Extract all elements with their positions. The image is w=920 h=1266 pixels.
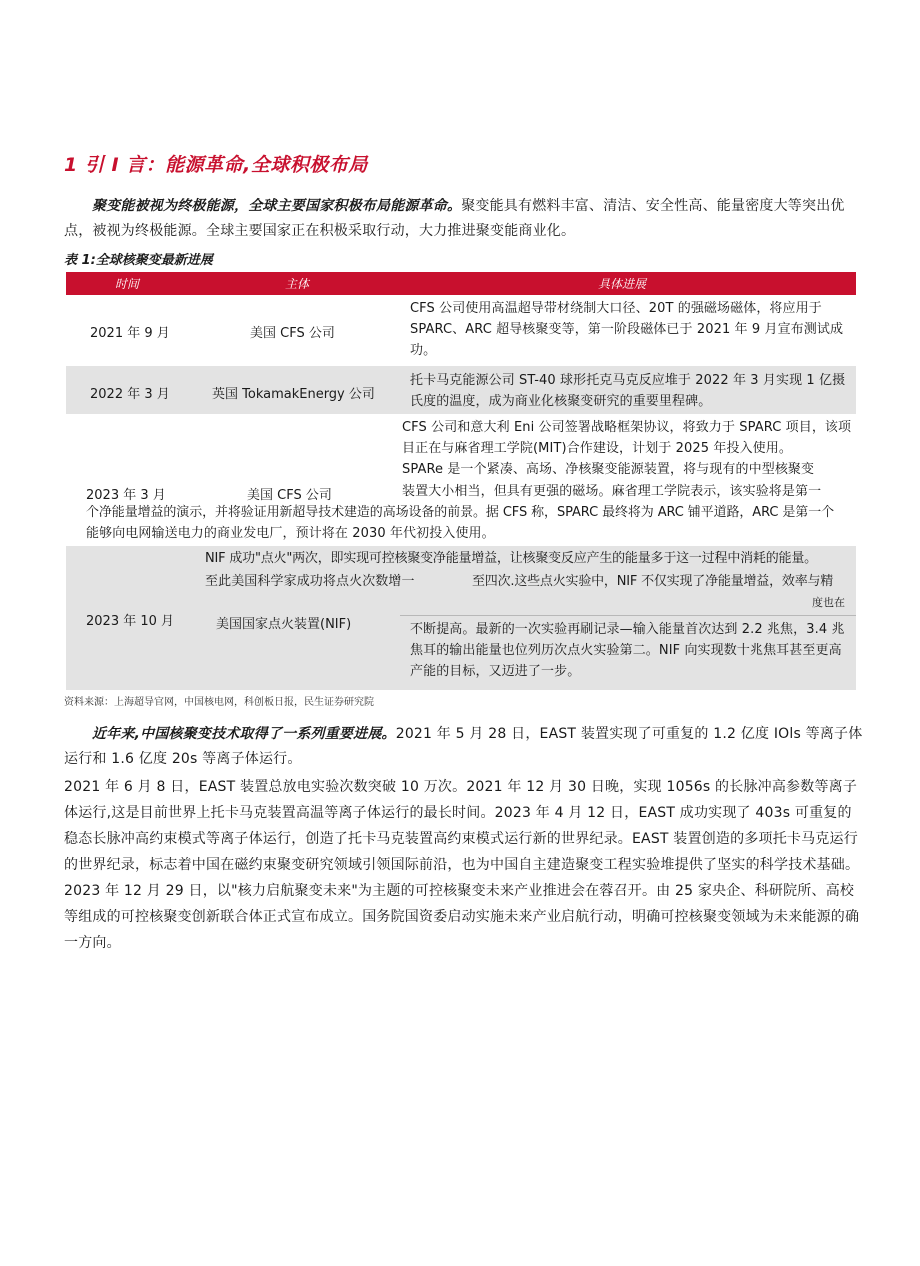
table-row-4-line: 至四次.这些点火实验中，NIF 不仅实现了净能量增益，效率与精	[472, 574, 834, 589]
table-row-2-line: 托卡马克能源公司 ST-40 球形托克马克反应堆于 2022 年 3 月实现 1 亿摄	[410, 373, 846, 388]
table-row-2-time: 2022 年 3 月	[90, 387, 170, 402]
table-row-1-subject: 美国 CFS 公司	[250, 326, 335, 341]
progress-bold-lead: 近年来,中国核聚变技术取得了一系列重要进展。	[92, 726, 396, 742]
table-header-progress: 具体进展	[598, 277, 647, 291]
table-row-4-line: 至此美国科学家成功将点火次数增一	[205, 574, 415, 589]
table-row-3-progress-top	[402, 417, 857, 480]
table-row-2-subject: 英国 TokamakEnergy 公司	[212, 387, 375, 402]
table-row-4-time: 2023 年 10 月	[86, 614, 175, 629]
table-row-3-line: 能够向电网输送电力的商业发电厂，预计将在 2030 年代初投入使用。	[86, 526, 495, 541]
table-title: 表 1:全球核聚变最新进展	[64, 253, 213, 268]
table-row-1-line: SPARC、ARC 超导核聚变等，第一阶段磁体已于 2021 年 9 月宣布测试成	[410, 322, 844, 337]
table-row-3-line: CFS 公司和意大利 Eni 公司签署战略框架协议，将致力于 SPARC 项目，该项	[402, 420, 852, 435]
table-row-3-line: 目正在与麻省理工学院(MIT)合作建设，计划于 2025 年投入使用。	[402, 441, 792, 456]
table-row-3-time: 2023 年 3 月	[86, 488, 166, 503]
table-row-3-line: 个净能量增益的演示，并将验证用新超导技术建造的高场设备的前景。据 CFS 称，SPARC 最终将为 ARC 铺平道路，ARC 是第一个	[86, 505, 834, 520]
table-row-1-line: 功。	[410, 343, 437, 358]
progress-paragraph	[64, 722, 864, 772]
table-row-2-progress	[410, 370, 855, 412]
table-header-time: 时间	[115, 277, 140, 291]
table-row-1-progress	[410, 298, 855, 361]
table-row-1-line: CFS 公司使用高温超导带材绕制大口径、20T 的强磁场磁体，将应用于	[410, 301, 822, 316]
table-header-subject: 主体	[285, 277, 310, 291]
table-row-4-line: NIF 成功"点火"两次，即实现可控核聚变净能量增益，让核聚变反应产生的能量多于这一过程中消耗的能量。	[205, 551, 817, 566]
table-row-1-time: 2021 年 9 月	[90, 326, 170, 341]
table-row-4-divider	[400, 615, 856, 616]
table-row-3-line: SPARe 是一个紧凑、高场、净核聚变能源装置，将与现有的中型核聚变	[402, 462, 815, 477]
intro-text: 聚变能具有燃料丰富、清洁、安全性高、能量密度大等突出优点，被视为终极能源。全球主要国家正在积极采取行动，大力推进聚变能商业化。	[64, 198, 845, 239]
table-row-4-line: 焦耳的输出能量也位列历次点火实验第二。NIF 向实现数十兆焦耳甚至更高	[410, 643, 842, 658]
progress-detail-paragraph: 2021 年 6 月 8 日，EAST 装置总放电实验次数突破 10 万次。2021 年 12 月 30 日晚，实现 1056s 的长脉冲高参数等离子体运行,这是目前世界上托卡马克装置高温等离子体运行的最长时间。2023 年 4 月 12 日，EAST 成功实现了 403s 可重复的稳态长脉冲高约束模式等离子体运行，创造了托卡马克装置高约束模式运行新的世界纪录。EAST 装置创造的多项托卡马克运行的世界纪录，标志着中国在磁约束聚变研究领域引领国际前沿，也为中国自主建造聚变工程实验堆提供了坚实的科学技术基础。2023 年 12 月 29 日，以"核力启航聚变未来"为主题的可控核聚变未来产业推进会在蓉召开。由 25 家央企、科研院所、高校等组成的可控核聚变创新联合体正式宣布成立。国务院国资委启动实施未来产业启航行动，明确可控核聚变领域为未来能源的确一方向。	[64, 779, 860, 951]
table-row-4-subject: 美国国家点火装置(NIF)	[216, 617, 352, 632]
table-row-4-line: 不断提高。最新的一次实验再刷记录—输入能量首次达到 2.2 兆焦，3.4 兆	[410, 622, 845, 637]
table-row-4-line: 度也在	[812, 596, 845, 609]
table-row-4-line: 产能的目标，又迈进了一步。	[410, 664, 581, 679]
intro-bold-lead: 聚变能被视为终极能源，全球主要国家积极布局能源革命。	[92, 198, 462, 214]
section-heading: 1 引 I 言：能源革命,全球积极布局	[64, 154, 368, 176]
table-source: 资料来源：上海超导官网，中国核电网，科创板日报，民生证券研究院	[64, 697, 374, 708]
table-row-3-subject: 美国 CFS 公司	[247, 488, 332, 503]
table-row-4-progress-bottom	[410, 619, 855, 682]
table-row-2-line: 氏度的温度，成为商业化核聚变研究的重要里程碑。	[410, 394, 712, 409]
table-row-3-line: 装置大小相当，但具有更强的磁场。麻省理工学院表示，该实验将是第一	[402, 484, 822, 499]
table-header-row	[66, 272, 856, 295]
intro-paragraph	[64, 194, 864, 244]
progress-text: 2021 年 5 月 28 日，EAST 装置实现了可重复的 1.2 亿度 IOls 等离子体运行和 1.6 亿度 20s 等离子体运行。	[64, 726, 863, 767]
